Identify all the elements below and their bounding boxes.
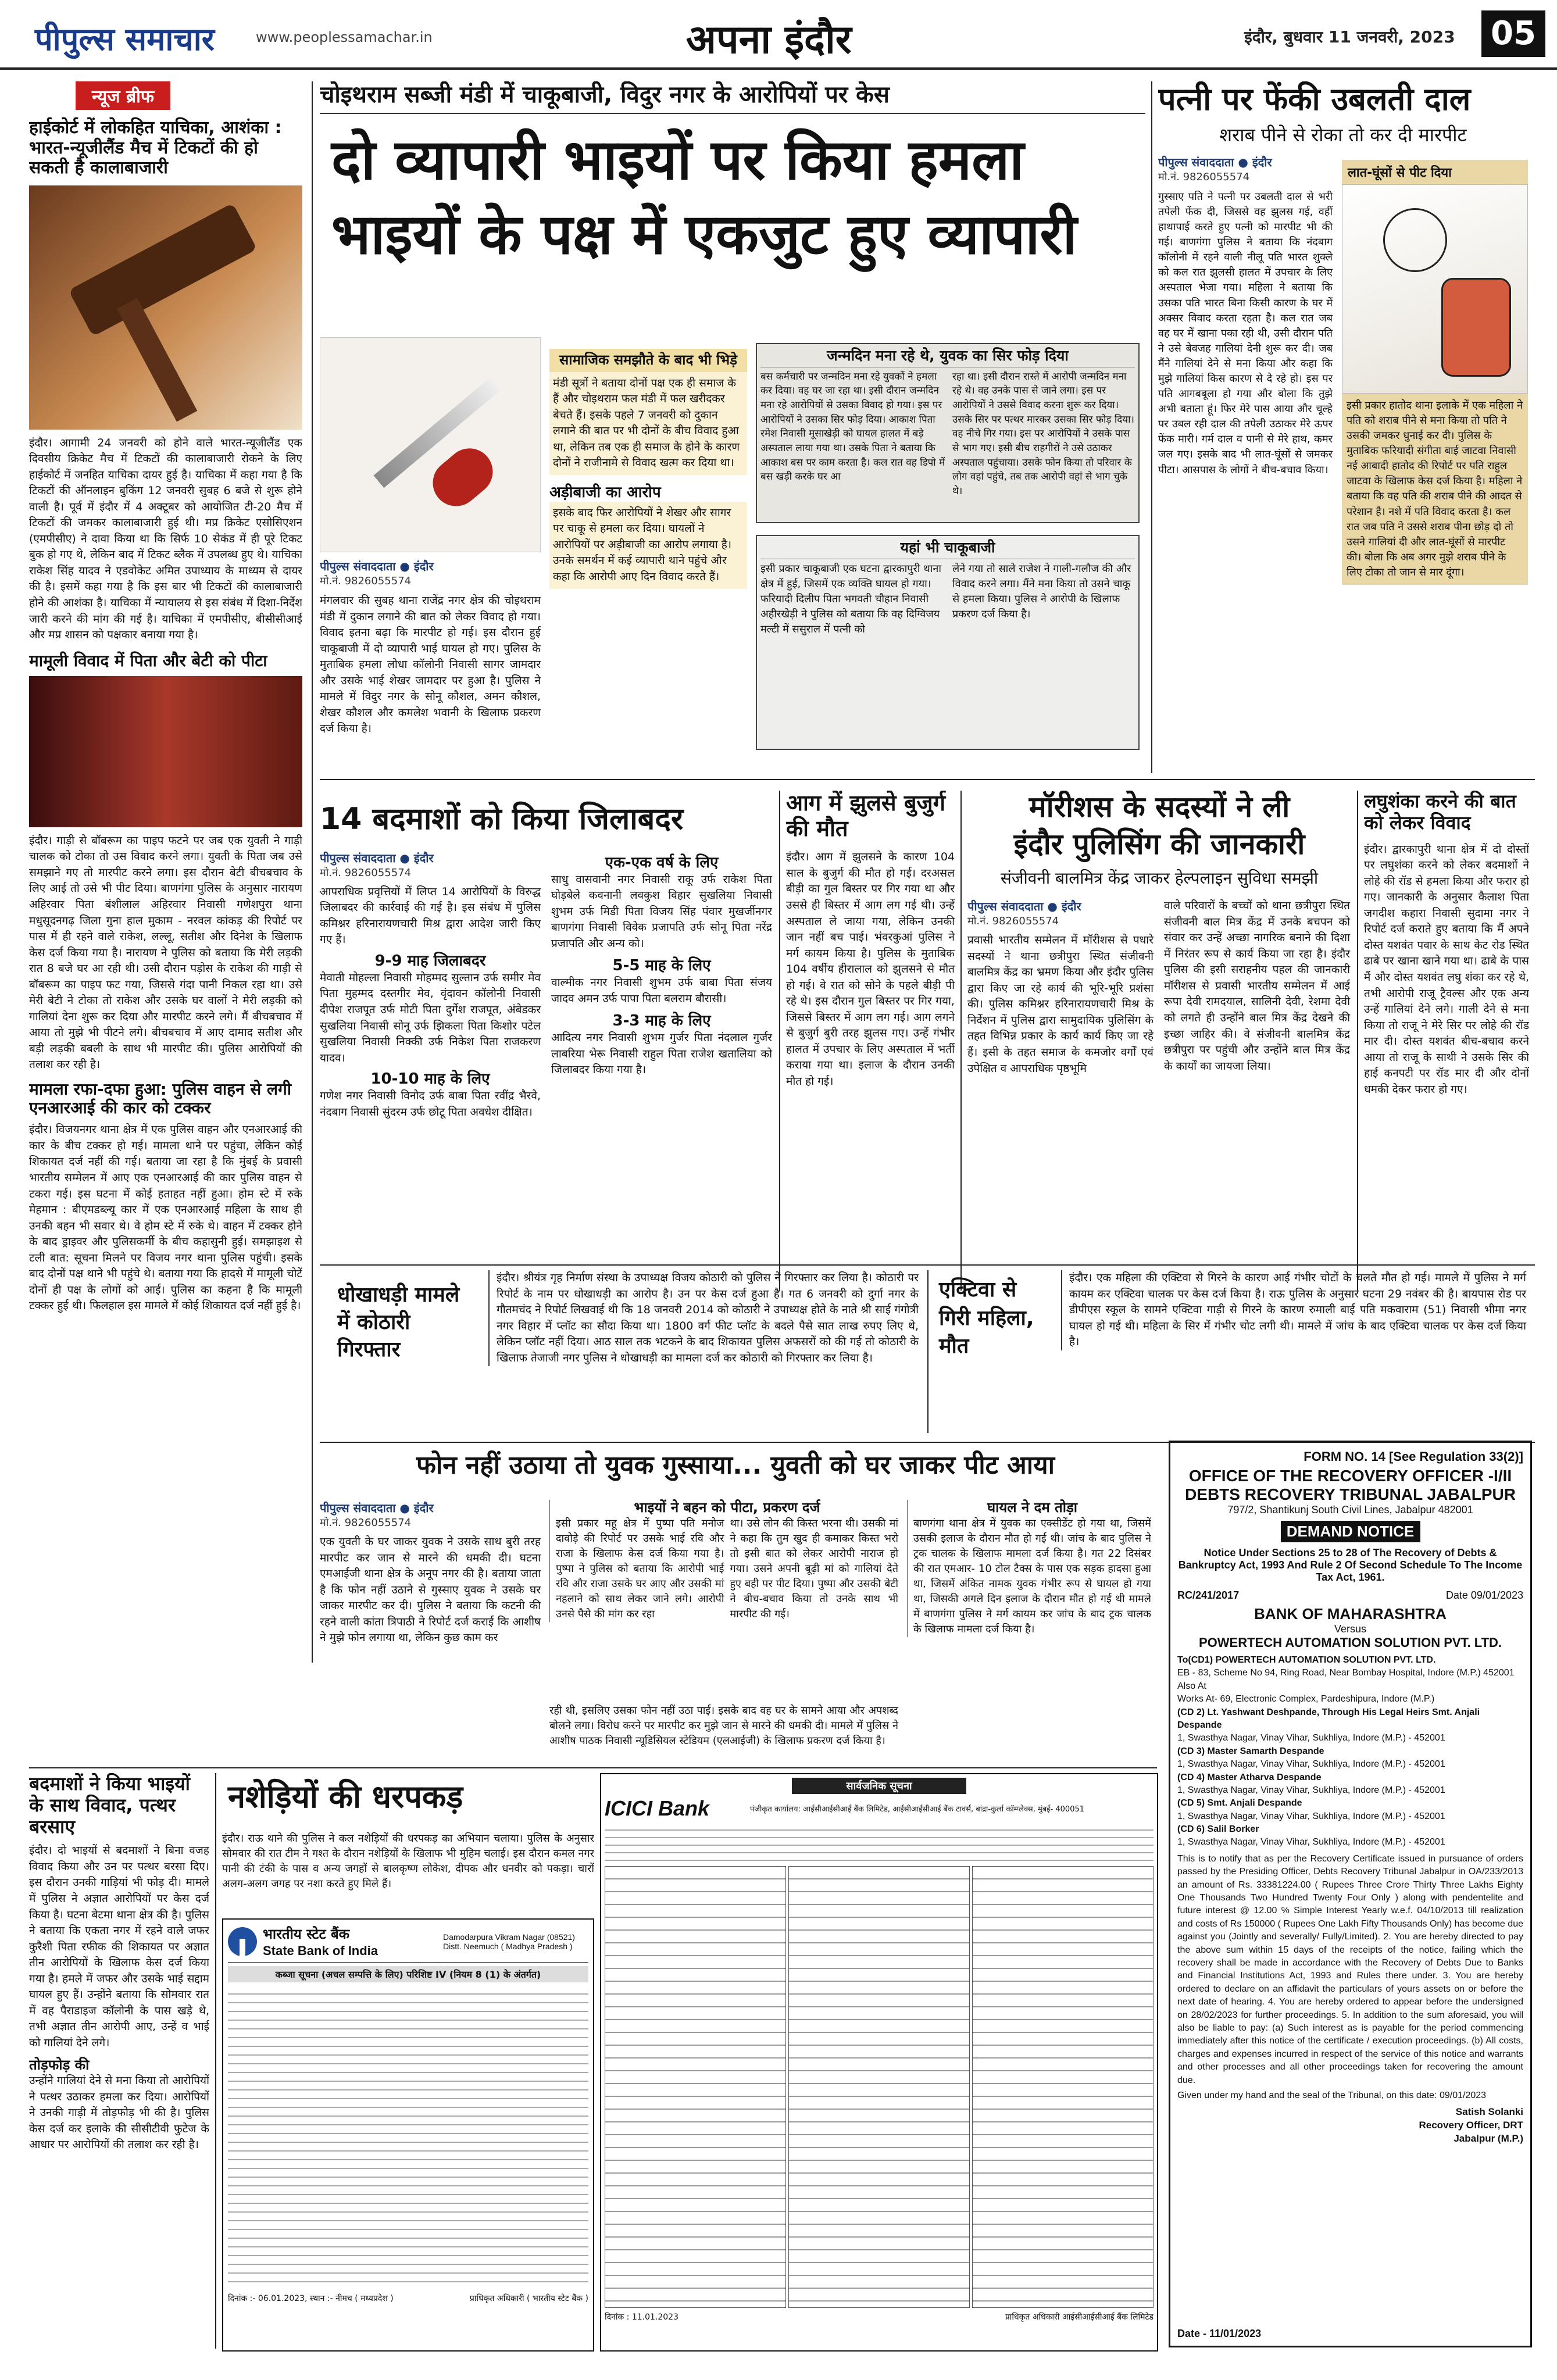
jila-intro: आपराधिक प्रवृत्तियों में लिप्त 14 आरोपियों के विरुद्ध जिलाबदर की कार्रवाई की गई है। इस संबंध में पुलिस कमिश्नर हरिनारायणचारी मिश्र द्वारा आदेश जारी किए गए हैं।: [320, 885, 541, 946]
drt-date: Date 09/01/2023: [1445, 1589, 1523, 1601]
icici-table: [605, 1866, 1154, 2308]
drt-versus: Versus: [1334, 1623, 1367, 1635]
laghushanka-story: [1364, 791, 1529, 1296]
cd1: To(CD1) POWERTECH AUTOMATION SOLUTION PVT. LTD.: [1177, 1655, 1436, 1665]
fight-photo: [29, 676, 302, 827]
also-at: Also At: [1177, 1681, 1206, 1691]
brief-headline-3: मामला रफा-दफा हुआ: पुलिस वाहन से लगी एनआरआई की कार को टक्कर: [29, 1080, 291, 1118]
sbi-date: दिनांक :- 06.01.2023, स्थान :- नीमच ( मध्यप्रदेश ): [228, 2294, 394, 2303]
jila-sub4-text: वाल्मीक नगर निवासी शुभम उर्फ बाबा पिता संजय जादव अमन उर्फ पापा पिता बलराम बौरासी।: [551, 976, 772, 1005]
jila-sub4: 5-5 माह के लिए: [612, 957, 711, 975]
icici-top: सार्वजनिक सूचना: [792, 1778, 966, 1794]
jila-sub2-text: गणेश नगर निवासी विनोद उर्फ बाबा पिता रवींद्र भैरवे, नंदबाग निवासी सुंदरम उर्फ छोटू पिता अवधेश दीक्षित।: [320, 1089, 541, 1118]
laghushanka-text: इंदौर। द्वारकापुरी थाना क्षेत्र में दो दोस्तों पर लघुशंका करने को लेकर बदमाशों ने लोहे की रॉड से हमला किया और फरार हो गए। जानकारी के अनुसार कैलाश पिता जगदीश कहारा निवासी सुदामा नगर ने रिपोर्ट दर्ज कराते हुए बताया कि मैं अपने दोस्त यशवंत पवार के साथ केट रोड स्थित ढाबे पर खाना खाने गया था। ढाबे के पास मैं और दोस्त यशवंत लघु शंका कर रहे थे, तभी आरोपी राजू ट्रैवल्स और एक अन्य उन्हें गालियां देने लगे। गाली देने से मना किया तो राजू ने मेरे सिर पर लोहे की रॉड मार दी। दोस्त यशवंत बीच-बचाव करने आया तो राजू के साथी ने उसके सिर की हाई कनपटी पर रॉड मार दी और दोनों धमकी देकर फरार हो गए।: [1364, 842, 1529, 1096]
mauritius-headline-1: मॉरीशस के सदस्यों ने ली: [1029, 791, 1290, 824]
drt-rc: RC/241/2017: [1177, 1589, 1240, 1601]
drt-notice-title: DEMAND NOTICE: [1281, 1521, 1420, 1542]
icici-text: [605, 1823, 1154, 1864]
drug-text: इंदौर। राऊ थाने की पुलिस ने कल नशेड़ियों की धरपकड़ का अभियान चलाया। पुलिस के अनुसार सोमवार की रात टीम ने गश्त के दौरान नशेड़ियों के खिलाफ भी मुहिम चलाई। इस दौरान कमल नगर पानी की टंकी के पास व अन्य जगहों से बालकृष्ण लोकेश, दीपक और धनवीर को पकड़ा। चारों अलग-अलग जगह पर नशा करते हुए मिले हैं।: [222, 1832, 594, 1891]
drug-headline: नशेड़ियों की धरपकड़: [228, 1778, 463, 1815]
phone-sub1: भाइयों ने बहन को पीटा, प्रकरण दर्ज: [634, 1499, 820, 1516]
icici-date: दिनांक : 11.01.2023: [605, 2313, 678, 2322]
jila-sub3: एक-एक वर्ष के लिए: [605, 853, 719, 871]
mauritius-subhead: संजीवनी बालमित्र केंद्र जाकर हेल्पलाइन सुविधा समझी: [1000, 869, 1319, 888]
drt-bank: BANK OF MAHARASHTRA: [1254, 1605, 1447, 1623]
box1-text-a: बस कर्मचारी पर जन्मदिन मना रहे युवकों ने हमला कर दिया। वह घर जा रहा था। इसी दौरान जन्मदिन मना रहे आरोपियों से उसका विवाद हो गया। इस पर आरोपियों ने उसका सिर फोड़ दिया। आकाश पिता रमेश निवासी मूसाखेड़ी को घायल हालत में बड़े अस्पताल लाया गया था। उसके पिता ने बताया कि आकाश बस पर काम करता है। कल रात वह डिपो में बस खड़ी करके घर आ: [760, 370, 945, 483]
drt-address: 797/2, Shantikunj South Civil Lines, Jabalpur 482001: [1227, 1504, 1473, 1516]
fire-text: इंदौर। आग में झुलसने के कारण 104 साल के बुजुर्ग की मौत हो गई। दरअसल बीड़ी का गुल बिस्तर पर गिर गया था और उससे ही बिस्तर में आग लग गई थी। उन्हें अस्पताल ले जाया गया, लेकिन उनकी जान नहीं बच पाई। भंवरकुआं पुलिस ने मर्ग कायम किया है। पुलिस के मुताबिक 104 वर्षीय हीरालाल को झुलसने से मौत हो गई। वे रात को सोने के पहले बीड़ी पी रहे थे। इस दौरान गुल बिस्तर पर गिर गया, जिससे बिस्तर में आग लग गई। आग लगने से बुजुर्ग बुरी तरह झुलस गए। उन्हें गंभीर हालत में उपचार के लिए अस्पताल में भर्ती कराया गया था। इलाज के दौरान उनकी मौत हो गई।: [786, 850, 955, 1088]
knife-photo: [320, 337, 541, 552]
lead-sub-box: [549, 349, 747, 756]
drt-defendant: POWERTECH AUTOMATION SOLUTION PVT. LTD.: [1198, 1635, 1502, 1650]
fraud-headline: धोखाधड़ी मामले में कोठारी गिरफ्तार: [337, 1283, 460, 1361]
phone-text-end: रही थी, इसलिए उसका फोन नहीं उठा पाई। इसके बाद वह घर के सामने आया और अपशब्द बोलने लगा। विरोध करने पर मारपीट कर मुझे जान से मारने की धमकी दी। मामले में पुलिस ने आशीष पाठक निवासी न्यूडिसियल स्टेडियम (एलआईजी) के खिलाफ प्रकरण दर्ज किया है।: [549, 1704, 898, 1748]
activa-text: इंदौर। एक महिला की एक्टिवा से गिरने के कारण आई गंभीर चोटों के चलते मौत हो गई। मामले में पुलिस ने मर्ग कायम कर एक्टिवा चालक पर केस दर्ज किया है। राऊ पुलिस के अनुसार घटना 29 नवंबर की है। बायपास रोड पर डीपीएस स्कूल के सामने एक्टिवा गाड़ी से गिरने के कारण रुमाली बाई पति मकवाराम (51) निवासी भीमा नगर घायल हो गई थी। महिला के सिर में गंभीर चोट लगी थी। मामले में जांच के बाद एक्टिवा चालक पर केस दर्ज किया है।: [1061, 1270, 1526, 1350]
box-knife: [756, 535, 1140, 750]
box-birthday: [756, 343, 1140, 523]
lead-text: मंगलवार की सुबह थाना राजेंद्र नगर क्षेत्र की चोइथराम मंडी में दुकान लगाने की बात को लेकर विवाद हो गया। विवाद इतना बढ़ा कि मारपीट हो गई। इस दौरान हुई चाकूबाजी में दो व्यापारी भाई घायल हो गए। पुलिस के मुताबिक हमला लोधा कॉलोनी निवासी सागर जामदार और उसके भाई शेखर जामदार पर हुआ है। पुलिस ने मामले में विदुर नगर के सोनू कौशल, अमन कौशल, शेखर कौशल और कमलेश भवानी के खिलाफ प्रकरण दर्ज किया है।: [320, 594, 541, 735]
stone-sub-text: उन्होंने गालियां देने से मना किया तो आरोपियों ने पत्थर उठाकर हमला कर दिया। आरोपियों ने उनकी गाड़ी में तोड़फोड़ भी की है। पुलिस केस दर्ज कर इलाके की सीसीटीवी फुटेज के आधार पर आरोपियों की तलाश कर रही है।: [29, 2074, 209, 2152]
phone-headline: फोन नहीं उठाया तो युवक गुस्साया... युवती को घर जाकर पीट आया: [416, 1450, 1055, 1480]
mauritius-text-b: वाले परिवारों के बच्चों को थाना छत्रीपुरा स्थित संजीवनी बाल मित्र केंद्र में उनके बचपन को संवार कर उन्हें अच्छा नागरिक बनाने की दिशा में निरंतर रूप से कार्य किया जा रहा है। इंदौर पुलिस की इसी सराहनीय पहल की जानकारी मॉरीशस से प्रवासी भारतीय सम्मेलन में आई रूपा देवी रामदयाल, सालिनी देवी, रेशमा देवी को लगते ही उन्होंने बाल मित्र केंद्र देखने की इच्छा जाहिर की। वे संजीवनी बालमित्र केंद्र छत्रीपुरा पर पहुंची और उन्होंने बाल मित्र केंद्र के कार्यों का जायजा लिया।: [1164, 899, 1350, 1073]
drt-signer: Satish Solanki: [1455, 2106, 1523, 2117]
fire-headline: आग में झुलसे बुजुर्ग की मौत: [786, 791, 946, 841]
jila-sub2: 10-10 माह के लिए: [370, 1070, 490, 1088]
box2-text-b: लेने गया तो साले राजेश ने गाली-गलौज की और विवाद करने लगा। मैंने मना किया तो उसने चाकू से हमला किया। पुलिस ने आरोपी के खिलाफ प्रकरण दर्ज किया है।: [952, 562, 1131, 621]
cd3: (CD 3) Master Samarth Despande: [1177, 1746, 1324, 1756]
cd5: (CD 5) Smt. Anjali Despande: [1177, 1798, 1302, 1809]
drt-signer-title: Recovery Officer, DRT: [1419, 2119, 1523, 2131]
jilabadar-story: [320, 791, 773, 1302]
cd1-address: EB - 83, Scheme No 94, Ring Road, Near Bombay Hospital, Indore (M.P.) 452001: [1177, 1668, 1515, 1678]
icici-sign: प्राधिकृत अधिकारी आईसीआईसीआई बैंक लिमिटेड: [1005, 2313, 1154, 2322]
cd6-address: 1, Swasthya Nagar, Vinay Vihar, Sukhliya, Indore (M.P.) - 452001: [1177, 1837, 1445, 1847]
cd6: (CD 6) Salil Borker: [1177, 1824, 1259, 1835]
phone-sub2: घायल ने दम तोड़ा: [987, 1499, 1078, 1516]
news-brief-column: [29, 81, 302, 1668]
lead-headline-2: भाइयों के पक्ष में एकजुट हुए व्यापारी: [331, 202, 1077, 267]
drt-footer-date: Date - 11/01/2023: [1177, 2328, 1262, 2339]
activa-story: [933, 1270, 1532, 1439]
sub2-text: इसके बाद फिर आरोपियों ने शेखर और सागर पर चाकू से हमला कर दिया। घायलों ने आरोपियों पर अड़ीबाजी का आरोप लगाया है। उनके समर्थन में कई व्यापारी थाने पहुंचे और कहा कि आरोपी आए दिन विवाद करते हैं।: [549, 502, 747, 589]
sbi-sign: प्राधिकृत अधिकारी ( भारतीय स्टेट बैंक ): [469, 2294, 588, 2303]
phone-sub1-b: था। उसे लोन की किस्त भरना थी। उसकी मां ने कहा कि तुम खुद ही कमाकर किस्त भरो तो इसी बात को लेकर आरोपी नाराज हो गया। उसने अपनी बूढ़ी मां को गालियां देते हुए बही पर पीट दिया। पुष्पा और उसकी बेटी ने बीच-बचाव किया तो उनके साथ भी मारपीट की गई।: [730, 1517, 898, 1621]
drt-form: FORM NO. 14 [See Regulation 33(2)]: [1304, 1449, 1523, 1464]
drt-body: This is to notify that as per the Recovery Certificate issued in pursuance of orders passed by the Presiding Officer, Debts Recovery Tribunal Jabalpur in OA/233/2013 an amount of Rs. 33381224.00 ( Rupees Three Crore Thirty Three Lakhs Eighty One Thousands Two Hundred Twenty Four Only ) along with pendentelite and future interest @ 12.00 % Simple Interest Yearly w.e.f. 04/10/2013 till realization and costs of Rs 150000 ( Rupees One Lakh Fifty Thousands Only) has become due against you (Jointly and severally/ Fully/Limited). 2. You are hereby directed to pay the above sum within 15 days of the receipts of the notice, failing which the recovery shall be made in accordance with the Recovery of Debts Due to Banks and Financial Institutions Act, 1993 and Rules there under. 3. You are hereby ordered to declare on an affidavit the particulars of yours assets on or before the next date of hearing. 4. You are hereby ordered to appear before the undersigned on 28/02/2023 for further proceedings. 5. In addition to the sum aforesaid, you will also be liable to pay: (a) Such interest as is payable for the period commencing immediately after this notice of the certificate / execution proceedings. (b) All costs, charges and expenses incurred in respect of the service of this notice and warrants and other processes and all other proceedings taken for recovering the amount due.: [1177, 1853, 1523, 2085]
drt-demand-notice: [1169, 1441, 1532, 2347]
cd3-address: 1, Swasthya Nagar, Vinay Vihar, Sukhliya, Indore (M.P.) - 452001: [1177, 1759, 1445, 1770]
stone-text: इंदौर। दो भाइयों से बदमाशों ने बिना वजह विवाद किया और उन पर पत्थर बरसा दिए। इस दौरान उनकी गाड़ियां भी फोड़ दी। मामले में पुलिस ने अज्ञात आरोपियों पर केस दर्ज किया है। घटना बेटमा थाना क्षेत्र की है। पुलिस ने बताया कि एकता नगर में रहने वाले जफर कुरैशी पिता रफीक की शिकायत पर अज्ञात तीन आरोपियों के खिलाफ केस दर्ज किया गया है। हमले में जफर और उसके भाई सद्दाम घायल हुए हैं। उन्होंने बताया कि सोमवार रात में वह पैराडाइज कॉलोनी के पास खड़े थे, तभी अज्ञात तीन आरोपी आए, उन्हें व भाई को गालियां देने लगे।: [29, 1844, 209, 2049]
sbi-name-en: State Bank of India: [263, 1943, 378, 1958]
mauritius-byline: पीपुल्स संवाददाता ● इंदौर: [967, 899, 1081, 914]
icici-notice: [600, 1773, 1158, 2352]
sub1-head: सामाजिक समझौते के बाद भी भिड़े: [549, 349, 747, 372]
brief-text-2: इंदौर। गाड़ी से बॉबरूम का पाइप फटने पर जब एक युवती ने गाड़ी चालक को टोका तो उस विवाद करने लगा। युवती के पिता जब उसे समझाने गए तो मारपीट करने लगा। इस दौरान बेटी बीचबचाव के लिए आई तो उसे भी पीट दिया। बाणगंगा पुलिस के अनुसार नारायण अहिरवार पिता बंशीलाल अहिरवार निवासी गणेशपुरा थाना मधुसूदनगढ़ जिला गुना हाल मुकाम - नरवल कांकड़ की रिपोर्ट पर पास में ही रहने वाले राकेश, लल्लू, सतीश और दिनेश के खिलाफ केस दर्ज किया गया है। नारायण ने पुलिस को बताया कि मेरी लड़की रात 8 बजे घर आ रही थी। उसी दौरान पड़ोस के राकेश की गाड़ी से बॉबरूम का पाइप फट गया, जिससे गंदा पानी निकल रहा था। उसे मेरी बेटी ने टोका तो राकेश और उसके घर वालों ने मेरी लड़की को गालियां देना शुरू कर दिया और मारपीट करने लगे। मैं बीचबचाव में आया तो मुझे भी पीटने लगे। बीचबचाव में आए दामाद सतीश और बड़ी लड़की बबली के साथ भी मारपीट की। पुलिस आरोपियों की तलाश कर रही है।: [29, 834, 302, 1071]
box1-text-b: रहा था। इसी दौरान रास्ते में आरोपी जन्मदिन मना रहे थे। वह उनके पास से जाने लगा। इस पर आरोपियों ने उससे विवाद करना शुरू कर दिया। उसके सिर पर पत्थर मारकर उसका सिर फोड़ दिया। वह नीचे गिर गया। इस पर आरोपियों ने उसके पास से भाग गए। इसी बीच राहगीरों ने उसे उठाकर अस्पताल पहुंचाया। उसके फोन किया तो परिवार के लोग वहां पहुंचे, तब तक आरोपी वहां से भाग चुके थे।: [952, 370, 1134, 497]
stone-headline: बदमाशों ने किया भाइयों के साथ विवाद, पत्थर बरसाए: [29, 1773, 190, 1838]
box2-head: यहां भी चाकूबाजी: [760, 539, 1135, 559]
cd4-address: 1, Swasthya Nagar, Vinay Vihar, Sukhliya, Indore (M.P.) - 452001: [1177, 1785, 1445, 1795]
illustration: [1342, 184, 1528, 394]
jila-headline: 14 बदमाशों को किया जिलाबदर: [320, 802, 684, 837]
also-address: Works At- 69, Electronic Complex, Pardeshipura, Indore (M.P.): [1177, 1694, 1435, 1704]
dal-text: गुस्साए पति ने पत्नी पर उबलती दाल से भरी तपेली फेंक दी, जिससे वह झुलस गई, वहीं हाथापाई करते हुए पत्नी को मारपीट भी की गई। बाणगंगा पुलिस ने बताया कि नंदबाग कॉलोनी में रहने वाली नीलू पति भारत शुक्ले को कल रात झुलसी हालत में उपचार के लिए अस्पताल भेजा गया। महिला ने बताया कि उसका पति भारत बिना किसी कारण के घर में अक्सर विवाद करता रहता है। कल रात जब वह घर में खाना पका रही थी, उसी दौरान पति ने उसे बेवजह गालियां देनी शुरू कर दी। जब मैंने गालियां देने से मना किया और कहा कि मुझे गालियां किस कारण से दे रहे हो। इस पर पति आगबबूला हो गया और बोला कि तुझे अभी बताता हूं। फिर मेरे पास आया और चूल्हे पर उबल रही दाल की तपेली उठाकर मेरे ऊपर फेंक मारी। गर्म दाल व पानी से मेरे हाथ, कमर जल गए। इसके बाद भी लात-घूंसों से जमकर पीटा। आसपास के लोगों ने बीच-बचाव किया।: [1158, 190, 1333, 476]
brief-headline-1: हाईकोर्ट में लोकहित याचिका, आशंका : भारत-न्यूजीलैंड मैच में टिकटों की हो सकती है कालाबाजारी: [29, 117, 282, 178]
activa-headline: एक्टिवा से गिरी महिला, मौत: [939, 1278, 1034, 1359]
drt-office: OFFICE OF THE RECOVERY OFFICER -I/II: [1188, 1467, 1512, 1485]
dal-headline: पत्नी पर फेंकी उबलती दाल: [1158, 81, 1471, 117]
mauritius-text-a: प्रवासी भारतीय सम्मेलन में मॉरीशस से पधारे सदस्यों ने थाना छत्रीपुरा स्थित संजीवनी बालमित्र केंद्र का भ्रमण किया और इंदौर पुलिस द्वारा किए जा रहे कार्य की भूरि-भूरि प्रशंसा की। पुलिस कमिश्नर हरिनारायणचारी मिश्र के निर्देशन में पुलिस द्वारा सामुदायिक पुलिसिंग के तहत विभिन्न प्रकार के कार्य कार्य किए जा रहे हैं। इसी के तहत समाज के कमजोर वर्गों एवं उपेक्षित व आपराधिक पृष्ठभूमि: [967, 934, 1154, 1075]
fire-story: [786, 791, 955, 1296]
cd5-address: 1, Swasthya Nagar, Vinay Vihar, Sukhliya, Indore (M.P.) - 452001: [1177, 1811, 1445, 1821]
cd2-address: 1, Swasthya Nagar, Vinay Vihar, Sukhliya, Indore (M.P.) - 452001: [1177, 1733, 1445, 1743]
cd4: (CD 4) Master Atharva Despande: [1177, 1772, 1322, 1782]
brief-tag: न्यूज ब्रीफ: [76, 81, 170, 110]
jila-byline: पीपुल्स संवाददाता ● इंदौर: [320, 850, 434, 865]
jila-sub5-text: आदित्य नगर निवासी शुभम गुर्जर पिता नंदलाल गुर्जर लाबरिया भेरू निवासी राहुल पिता राजेश खतालिया को जिलाबदर किया गया है।: [551, 1031, 772, 1077]
drt-signer-place: Jabalpur (M.P.): [1454, 2132, 1523, 2144]
dal-image-tag: लात-घूंसों से पीट दिया: [1342, 160, 1528, 184]
drt-given: Given under my hand and the seal of the Tribunal, on this date: 09/01/2023: [1177, 2090, 1487, 2100]
jila-sub3-text: साधु वासवानी नगर निवासी राकू उर्फ राकेश पिता घोड़बेले कवनानी लवकुश विहार सुखलिया निवासी शुभम उर्फ मिडी पिता विजय सिंह पंवार मुखर्जीनगर बाणगंगा निवासी विवेक प्रजापति उर्फ सोनू पिता नरेंद्र प्रजापति और अन्य को।: [551, 873, 772, 950]
stone-sub: तोड़फोड़ की: [29, 2056, 90, 2073]
mauritius-story: [967, 791, 1351, 1296]
box2-text-a: इसी प्रकार चाकूबाजी एक घटना द्वारकापुरी थाना क्षेत्र में हुई, जिसमें एक व्यक्ति घायल हो गया। फरियादी दिलीप पिता भगवती चौहान निवासी अहीरखेड़ी ने पुलिस को बताया कि वह दिग्विजय मल्टी में ससुराल में पत्नी को: [760, 562, 942, 636]
sbi-title: कब्जा सूचना (अचल सम्पत्ति के लिए) परिशिष्ट IV (नियम 8 (1) के अंतर्गत): [228, 1966, 588, 1982]
phone-mobile: मो.नं. 9826055574: [320, 1517, 412, 1529]
site-url: www.peoplessamachar.in: [256, 29, 433, 45]
brand-logo: पीपुल्स समाचार: [35, 21, 215, 58]
brief-text-3: इंदौर। विजयनगर थाना क्षेत्र में एक पुलिस वाहन और एनआरआई की कार के बीच टक्कर हो गई। मामला थाने पर पहुंचा, लेकिन कोई शिकायत दर्ज नहीं की गई। बताया जा रहा है कि मुंबई के प्रवासी भारतीय सम्मेलन में आए एक एनआरआई की कार पुलिस वाहन से टकरा गई। इस घटना में कोई हताहत नहीं हुआ। होम स्टे में रुके मेहमान : बीएमडब्ल्यू कार में एक एनआरआई महिला के साथ ही उनकी बहन भी सवार थे। वे होम स्टे में रुके थे। वाहन में टक्कर होने के बाद ड्राइवर और पुलिसकर्मी के बीच कहासुनी हुई। समझाइश से टली बात: सूचना मिलने पर विजय नगर थाना पुलिस पहुंची। इसके बाद दोनों पक्ष थाने भी पहुंचे थे। बताया गया कि हादसे में मामूली चोटें दोनों ही पक्ष के लोगों को आई। पुलिस का कहना है कि मामूली टक्कर हुई थी। फिलहाल इस मामले में कोई शिकायत दर्ज नहीं हुई है।: [29, 1123, 302, 1313]
stone-pelting-story: [29, 1773, 209, 2354]
jila-sub5: 3-3 माह के लिए: [612, 1012, 711, 1030]
lead-kicker: चोइथराम सब्जी मंडी में चाकूबाजी, विदुर नगर के आरोपियों पर केस: [320, 81, 1145, 114]
gavel-photo: [29, 185, 302, 430]
drug-addicts-story: [222, 1773, 594, 1913]
laghushanka-headline: लघुशंका करने की बात को लेकर विवाद: [1364, 791, 1516, 834]
phone-byline: पीपुल्स संवाददाता ● इंदौर: [320, 1501, 434, 1515]
sub1-text: मंडी सूत्रों ने बताया दोनों पक्ष एक ही समाज के हैं और चोइथराम फल मंडी में फल खरीदकर बेचते हैं। इसके पहले 7 जनवरी को दुकान लगाने की बात पर भी दोनों के बीच विवाद हुआ था, लेकिन तब एक ही समाज के होने के कारण दोनों ने राजीनामे से विवाद खत्म कर दिया था।: [549, 372, 747, 475]
brief-headline-2: मामूली विवाद में पिता और बेटी को पीटा: [29, 651, 267, 670]
dal-subhead: शराब पीने से रोका तो कर दी मारपीट: [1219, 124, 1467, 146]
fraud-text: इंदौर। श्रीयंत्र गृह निर्माण संस्था के उपाध्यक्ष विजय कोठारी को पुलिस ने गिरफ्तार कर लिया है। कोठारी पर रिपोर्ट के नाम पर धोखाधड़ी का आरोप है। उन पर केस दर्ज हुआ है। गत 6 जनवरी को दुर्गा नगर के गौतमचंद ने रिपोर्ट लिखवाई थी कि 18 जनवरी 2014 को कोठारी ने उपाध्यक्ष होते के नाते श्री साई गंगोत्री नगर विहार में प्लॉट का सौदा किया था। 1800 वर्ग फीट प्लॉट के बदले पैसे सात लाख रुपए लिए थे, लेकिन प्लॉट नहीं दिया। आठ साल तक भटकने के बाद शिकायत पुलिस अफसरों को की गई तो कोठारी के खिलाफ तेजाजी नगर पुलिस ने धोखाधड़ी का मामला दर्ज कर कोठारी को गिरफ्तार कर लिया है।: [488, 1270, 919, 1366]
sbi-notice: [222, 1918, 594, 2352]
icici-logo: ICICI Bank: [605, 1796, 710, 1820]
sbi-body: [228, 1986, 588, 2288]
phone-story: [320, 1448, 1151, 1773]
brief-text-1: इंदौर। आगामी 24 जनवरी को होने वाले भारत-न्यूजीलैंड एक दिवसीय क्रिकेट मैच में टिकटों की कालाबाजारी रोकने के लिए हाईकोर्ट में जनहित याचिका दायर हुई है। याचिका में कहा गया है कि टिकटों की ऑनलाइन बुकिंग 12 जनवरी सुबह 6 बजे से शुरू होने वाली है। पूर्व में इंदौर में 4 अक्टूबर को आयोजित टी-20 मैच में टिकटों की जमकर कालाबाजारी हुई थी। मप्र क्रिकेट एसोसिएशन (एमपीसीए) ने दावा किया था कि सिर्फ 10 सेकंड में ही पूरे टिकट बुक हो गए थे, लेकिन बाद में टिकट ब्लैक में उपलब्ध हुए थे। याचिका राकेश सिंह यादव ने एडवोकेट अमित उपाध्याय के माध्यम से दायर की है। इसमें कहा गया है कि इस बार भी टिकटों की कालाबाजारी होने की आशंका है। याचिका में न्यायालय से इस संबंध में दिशा-निर्देश जारी करने की मांग की गई है। याचिका में एमपीसीए, बीसीसीआई और मप्र शासन को पक्षकार बनाया गया है।: [29, 436, 302, 642]
icici-address: पंजीकृत कार्यालय: आईसीआईसीआई बैंक लिमिटेड, आईसीआईसीआई बैंक टावर्स, बांद्रा-कुर्ला कॉम्प्लेक्स, मुंबई- 400051: [750, 1805, 1085, 1814]
lead-story: [320, 81, 1145, 773]
mauritius-headline-2: इंदौर पुलिसिंग की जानकारी: [1013, 827, 1305, 861]
sbi-logo-icon: [228, 1927, 257, 1956]
page-number: 05: [1481, 10, 1545, 57]
lead-byline: पीपुल्स संवाददाता ● इंदौर मो.नं. 9826055574: [320, 559, 434, 587]
mauritius-mobile: मो.नं. 9826055574: [967, 915, 1059, 928]
dal-story: [1158, 81, 1528, 779]
phone-sub1-a: इसी प्रकार महू क्षेत्र में पुष्पा पति मनोज दावोड़े की रिपोर्ट पर उसके भाई रवि और राजा के खिलाफ केस दर्ज किया गया है। पुष्पा ने पुलिस को बताया कि आरोपी भाई रवि और राजा उसके घर आए और उसकी मां नहलाने को साथ लेकर जाने लगे। आरोपी उनसे पैसे की मांग कर रहा: [556, 1517, 724, 1621]
fraud-story: [331, 1270, 919, 1439]
jila-sub1-text: मेवाती मोहल्ला निवासी मोहम्मद सुल्तान उर्फ समीर मेव पिता मुहम्मद दस्तगीर मेव, वृंदावन कॉलोनी निवासी दीपेश राजपूत उर्फ मोटी पिता दुर्गेश राजपूत, अंबेडकर सुखलिया निवासी सोनू उर्फ झिकला पिता किशोर पटेल सुखलिया निवासी निक्की उर्फ निकेश पिता राजकरण यादव।: [320, 971, 541, 1064]
dal-mobile: मो.नं. 9826055574: [1158, 170, 1250, 183]
jila-mobile: मो.नं. 9826055574: [320, 866, 412, 879]
section-title: अपना इंदौर: [686, 17, 852, 63]
drt-tribunal: DEBTS RECOVERY TRIBUNAL JABALPUR: [1185, 1485, 1516, 1503]
masthead: [0, 0, 1557, 70]
phone-sub2-text: बाणगंगा थाना क्षेत्र में युवक का एक्सीडेंट हो गया था, जिसमें उसकी इलाज के दौरान मौत हो गई थी। जांच के बाद पुलिस ने ट्रक चालक के खिलाफ मामला दर्ज किया है। गत 22 दिसंबर की रात एमआर- 10 टोल टैक्स के पास एक सड़क हादसा हुआ था, जिसमें अंकित नामक युवक गंभीर रूप से घायल हो गया था, जिसकी अगले दिन इलाज के दौरान मौत हो गई थी मामले में बाणगंगा पुलिस ने मर्ग कायम कर जांच के बाद ट्रक चालक के खिलाफ मामला दर्ज किया है।: [913, 1517, 1151, 1636]
jila-sub1: 9-9 माह जिलाबदर: [374, 952, 486, 970]
sbi-name-hi: भारतीय स्टेट बैंक: [263, 1926, 350, 1942]
cd2: (CD 2) Lt. Yashwant Deshpande, Through His Legal Heirs Smt. Anjali Despande: [1177, 1707, 1480, 1730]
dal-byline: पीपुल्स संवाददाता ● इंदौर: [1158, 155, 1272, 169]
box1-head: जन्मदिन मना रहे थे, युवक का सिर फोड़ दिया: [760, 348, 1135, 367]
lead-headline-1: दो व्यापारी भाइयों पर किया हमला: [331, 127, 1024, 192]
phone-text: एक युवती के घर जाकर युवक ने उसके साथ बुरी तरह मारपीट कर जान से मारने की धमकी दी। घटना एमआईजी थाना क्षेत्र के अनूप नगर की है। बताया जाता है कि फोन नहीं उठाने से गुस्साए युवक ने उसके घर जाकर मारपीट कर दी। पुलिस ने बताया कि कटनी की रहने वाली कांता त्रिपाठी ने रिपोर्ट दर्ज कराई कि आशीष ने मुझे फोन लगाया था, लेकिन कुछ काम कर: [320, 1535, 541, 1645]
sub2-head: अड़ीबाजी का आरोप: [549, 483, 661, 501]
drt-law: Notice Under Sections 25 to 28 of The Recovery of Debts & Bankruptcy Act, 1993 And Rule 2 Of Second Schedule To The Income Tax Act, 1961.: [1178, 1547, 1523, 1583]
dal-caption: इसी प्रकार हातोद थाना इलाके में एक महिला ने पति को शराब पीने से मना किया तो पति ने उसकी जमकर धुनाई कर दी। पुलिस के मुताबिक फरियादी संगीता बाई जाटवा निवासी नई आबादी हातोद की रिपोर्ट पर पति राहुल जाटवा के खिलाफ केस दर्ज किया है। महिला ने बताया कि वह पति की शराब पीने की आदत से परेशान है। नशे में पति विवाद करता है। कल रात जब पति ने उससे शराब पीना छोड़ दो तो उसने गालियां दी और लात-घूंसों से मारपीट की। बोला कि अब अगर मुझे शराब पीने के लिए टोका तो जान से मार दूंगा।: [1342, 394, 1528, 585]
dateline: इंदौर, बुधवार 11 जनवरी, 2023: [1244, 27, 1455, 47]
sbi-branch: Damodarpura Vikram Nagar (08521) Distt. Neemuch ( Madhya Pradesh ): [443, 1932, 575, 1951]
